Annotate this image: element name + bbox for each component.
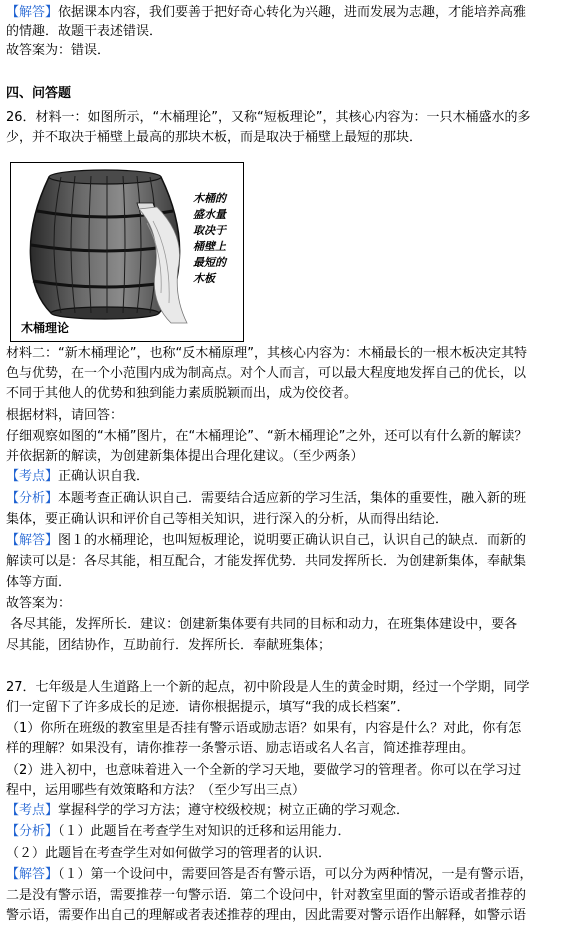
- barrel-annotation: [193, 191, 243, 287]
- annotation-line: 最短的: [193, 256, 226, 269]
- answer-tag: 【解答】: [6, 5, 59, 20]
- question-line: 26．材料一：如图所示，“木桶理论”，又称“短板理论”，其核心内容为：一只木桶盛水的多: [6, 110, 531, 125]
- text-line: 故答案为：: [6, 596, 72, 611]
- line-text: （１）此题旨在考查学生对知识的迁移和运用能力．: [58, 824, 351, 839]
- text-line: 体等方面．: [6, 575, 72, 590]
- line-text: 依据课本内容，我们要善于把好奇心转化为兴趣，进而发展为志趣，才能培养高雅: [58, 5, 527, 20]
- kaodian-tag: 【考点】: [6, 469, 59, 484]
- text-line: 并依据新的解读，为创建新集体提出合理化建议。（至少两条）: [6, 449, 364, 464]
- line-text: （１）第一个设问中，需要回答是否有警示语，可以分为两种情况，一是有警示语，: [58, 867, 533, 882]
- text-line: （２）此题旨在考查学生对如何做学习的管理者的认识．: [6, 846, 332, 861]
- question-line: 27．七年级是人生道路上一个新的起点，初中阶段是人生的黄金时期，经过一个学期，同学: [6, 680, 530, 695]
- kaodian-tag: 【考点】: [6, 803, 59, 818]
- text-line: 不同于其他人的优势和独到能力素质脱颖而出，成为佼佼者。: [6, 386, 358, 401]
- annotation-line: 盛水量: [193, 208, 226, 221]
- annotation-line: 取决于: [193, 224, 226, 237]
- text-line: 二是没有警示语，需要推荐一句警示语．第二个设问中，针对教室里面的警示语或者推荐的: [6, 888, 527, 903]
- text-line: 的情趣．故题干表述错误．: [6, 24, 163, 39]
- text-line: 色与优势，在一个小范围内成为制高点。对个人而言，可以最大程度地发挥自己的优长，以: [6, 366, 527, 381]
- text-line: （2）进入初中，也意味着进入一个全新的学习天地，要做学习的管理者。你可以在学习过: [6, 763, 522, 778]
- answer-tag: 【解答】: [6, 533, 59, 548]
- answer-line: [6, 4, 526, 22]
- fenxi-tag: 【分析】: [6, 491, 59, 506]
- text-line: 材料二：“新木桶理论”，也称“反木桶原理”，其核心内容为：木桶最长的一根木板决定其特: [6, 346, 527, 361]
- fenxi-line: [6, 490, 526, 508]
- annotation-line: 木桶的: [193, 192, 226, 205]
- text-line: 仔细观察如图的“木桶”图片，在“木桶理论”、“新木桶理论”之外，还可以有什么新的解读？: [6, 429, 528, 444]
- question-line: 们一定留下了许多成长的足迹．请你根据提示，填写“我的成长档案”．: [6, 700, 410, 715]
- barrel-figure: [10, 162, 244, 342]
- kaodian-line: [6, 802, 409, 820]
- text-line: 样的理解？如果没有，请你推荐一条警示语、励志语或名人名言，简述推荐理由。: [6, 741, 475, 756]
- annotation-line: 木板: [193, 272, 215, 285]
- text-line: （1）你所在班级的教室里是否挂有警示语或励志语？如果有，内容是什么？对此，你有怎: [6, 721, 522, 736]
- answer-line: [6, 866, 533, 884]
- answer-tag: 【解答】: [6, 867, 59, 882]
- text-line: 根据材料，请回答：: [6, 408, 124, 423]
- text-line: 程中，运用哪些有效策略和方法？（至少写出三点）: [6, 783, 306, 798]
- question-line: 少，并不取决于桶壁上最高的那块木板，而是取决于桶壁上最短的那块．: [6, 130, 423, 145]
- line-text: 图１的水桶理论，也叫短板理论，说明要正确认识自己，认识自己的缺点．而新的: [58, 533, 527, 548]
- figure-caption: 木桶理论: [21, 321, 70, 335]
- text-line: 尽其能，团结协作，互助前行．发挥所长．奉献班集体；: [6, 638, 332, 653]
- line-text: 本题考查正确认识自己．需要结合适应新的学习生活，集体的重要性，融入新的班: [58, 491, 527, 506]
- text-line: 解读可以是：各尽其能，相互配合，才能发挥优势．共同发挥所长．为创建新集体，奉献集: [6, 554, 527, 569]
- kaodian-line: [6, 468, 149, 486]
- text-line: 集体，要正确认识和评价自己等相关知识，进行深入的分析，从而得出结论．: [6, 512, 449, 527]
- text-line: 警示语，需要作出自己的理解或者表述推荐的理由，因此需要对警示语作出解释，如警示语: [6, 908, 527, 923]
- text-line: 故答案为：错误．: [6, 43, 111, 58]
- line-text: 掌握科学的学习方法；遵守校级校规；树立正确的学习观念．: [58, 803, 410, 818]
- fenxi-line: [6, 823, 351, 841]
- answer-line: [6, 532, 526, 550]
- text-line: 各尽其能，发挥所长．建议：创建新集体要有共同的目标和动力，在班集体建设中，要各: [6, 617, 518, 632]
- annotation-line: 桶壁上: [193, 240, 226, 253]
- section-heading: 四、问答题: [6, 86, 72, 101]
- fenxi-tag: 【分析】: [6, 824, 59, 839]
- line-text: 正确认识自我．: [58, 469, 150, 484]
